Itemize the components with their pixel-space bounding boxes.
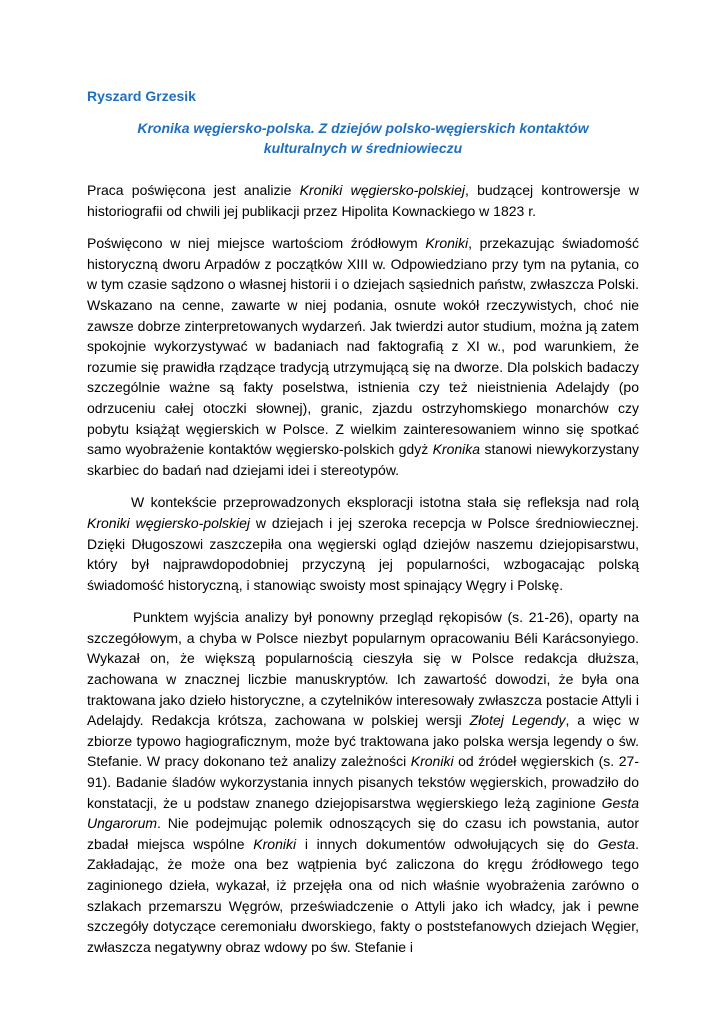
- title-line-1: Kronika węgiersko-polska. Z dziejów polsko-węgierskich kontaktów: [137, 120, 589, 136]
- text-segment: i innych dokumentów odwołujących się do: [296, 835, 598, 852]
- italic-title-segment: Złotej Legendy: [469, 712, 566, 729]
- italic-title-segment: Gesta: [597, 835, 636, 852]
- text-segment: Poświęcono w niej miejsce wartościom źródłowym: [87, 235, 426, 252]
- italic-title-segment: Kroniki węgiersko-polskiej: [87, 514, 251, 531]
- paragraph-3: [87, 492, 639, 595]
- text-segment: , budzącej kontrowersje w historiografii od chwili jej publikacji przez Hipolita Kownackiego w 1823 r.: [87, 182, 640, 219]
- text-segment: w dziejach i jej szeroka recepcja w Polsce średniowiecznej. Dzięki Długoszowi zaszczepiła ona węgierski ogląd dziejów naszemu dziejopisarstwu, który był najprawdopodobniej przyczyną jej popularności, wzbogacając polską świadomość historyczną, i stanowiąc swoisty most spinający Węgry i Polskę.: [87, 514, 639, 593]
- text-segment: . Zakładając, że może ona bez wątpienia być zaliczona do kręgu źródłowego tego zaginionego dzieła, wykazał, iż przejęła ona od nich właśnie wyobrażenia zarówno o szlakach przemarszu Węgrów, przeświadczenie o Attyli jako ich władcy, jak i pewne szczegóły dotyczące ceremoniału dworskiego, fakty o poststefanowych dziejach Węgier, zwłaszcza negatywny obraz wdowy po św. Stefanie i: [87, 835, 639, 955]
- author-name: Ryszard Grzesik: [87, 88, 196, 104]
- text-segment: Praca poświęcona jest analizie: [87, 182, 300, 198]
- italic-title-segment: Gesta Ungarorum: [87, 794, 639, 832]
- text-segment: od źródeł węgierskich (s. 27-91). Badanie śladów wykorzystania innych pisanych tekstów węgierskich, prowadziło do konstatacji, że u podstaw znanego dziejopisarstwa węgierskiego leżą zaginione: [87, 753, 639, 811]
- paragraph-2: [87, 233, 639, 480]
- italic-title-segment: Kroniki: [253, 835, 297, 852]
- text-segment: W kontekście przeprowadzonych eksploracji istotna stała się refleksja nad rolą: [131, 494, 639, 511]
- text-segment: , przekazując świadomość historyczną dworu Arpadów z początków XIII w. Odpowiedziano przy tym na pytania, co w tym czasie sądzono o własnej historii i o dziejach sąsiednich państw, zwłaszcza Polski. Wskazano na cenne, zawarte w niej podania, osnute wokół rzeczywistych, choć nie zawsze dobrze zinterpretowanych wydarzeń. Jak twierdzi autor studium, można ją zatem spokojnie wykorzystywać w badaniach nad faktografią z XI w., pod warunkiem, że rozumie się prawidła rządzące tradycją utrzymującą się na dworze. Dla polskich badaczy szczególnie ważne są fakty poselstwa, istnienia czy też nieistnienia Adelajdy (po odrzuceniu całej otoczki słownej), granic, zjazdu ostrzyhomskiego monarchów czy pobytu książąt węgierskich w Polsce. Z wielkim zainteresowaniem winno się spotkać samo wyobrażenie kontaktów węgiersko-polskich gdyż: [87, 235, 639, 458]
- italic-title-segment: Kroniki: [425, 235, 469, 252]
- italic-title-segment: Kronika: [432, 441, 481, 458]
- document-title: [87, 118, 639, 158]
- text-segment: . Nie podejmując polemik odnoszących się do czasu ich powstania, autor zbadał miejsca wspólne: [87, 815, 639, 852]
- italic-title-segment: Kroniki węgiersko-polskiej: [299, 182, 465, 198]
- document-page: [87, 86, 639, 969]
- title-line-2: kulturalnych w średniowieczu: [263, 140, 463, 156]
- italic-title-segment: Kroniki: [410, 753, 454, 770]
- paragraph-4: [87, 607, 639, 957]
- text-segment: , a więc w zbiorze typowo hagiograficznym, może być traktowana jako polska wersja legendy o św. Stefanie. W pracy dokonano też analizy zależności: [87, 712, 639, 770]
- paragraph-1: [87, 180, 639, 221]
- text-segment: Punktem wyjścia analizy był ponowny przegląd rękopisów (s. 21-26), oparty na szczegółowym, a chyba w Polsce niezbyt popularnym opracowaniu Béli Karácsonyiego. Wykazał on, że większą popularnością cieszyła się w Polsce redakcja dłuższa, zachowana w znacznej liczbie manuskryptów. Ich zawartość dowodzi, że była ona traktowana jako dzieło historyczne, a czytelników interesowały zwłaszcza postacie Attyli i Adelajdy. Redakcja krótsza, zachowana w polskiej wersji: [87, 609, 639, 729]
- text-segment: stanowi niewykorzystany skarbiec do badań nad dziejami idei i stereotypów.: [87, 441, 639, 478]
